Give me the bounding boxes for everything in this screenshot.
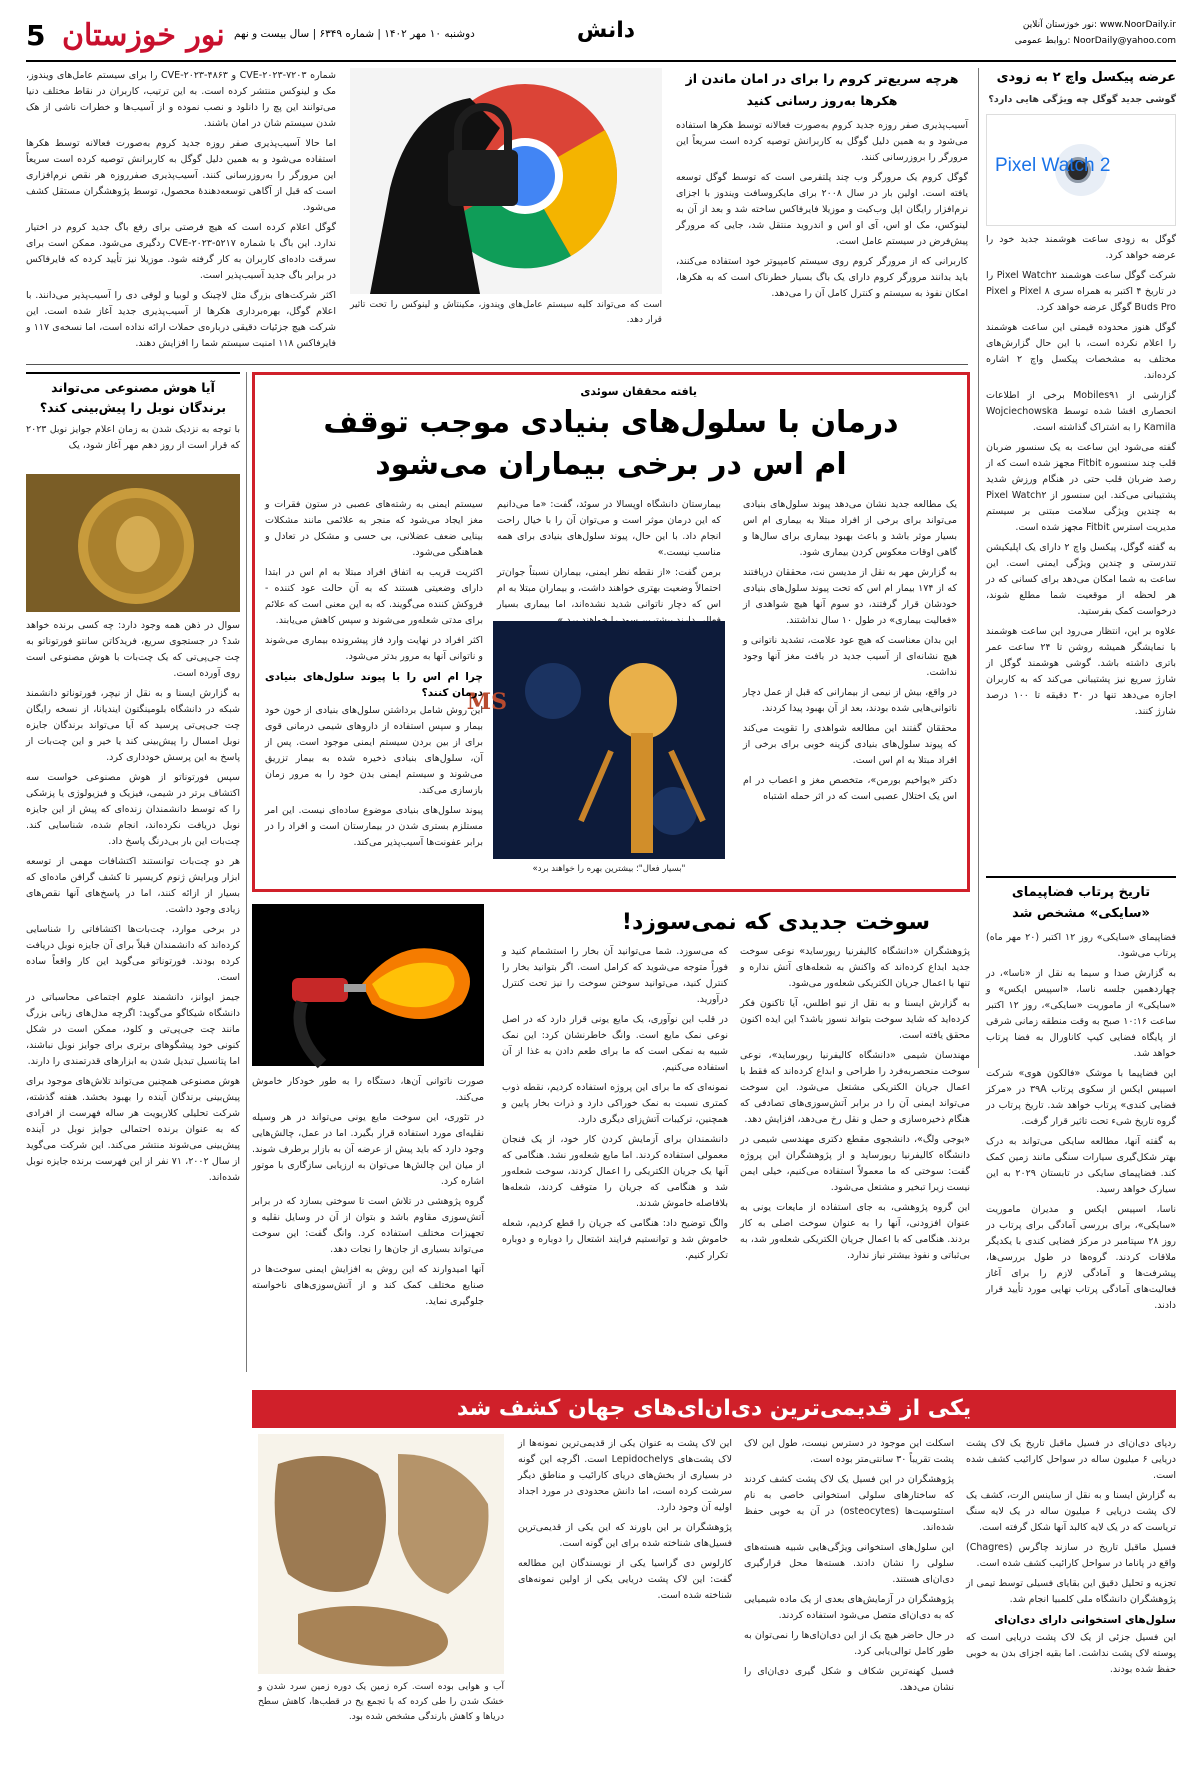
paragraph: در حال حاضر هیچ یک از این دی‌ان‌ای‌ها را نمی‌توان به طور کامل توالی‌یابی کرد. xyxy=(744,1630,954,1657)
satellite-body xyxy=(986,930,1176,1350)
paragraph: سیستم ایمنی به رشته‌های عصبی در ستون فقرات و مغز ایجاد می‌شود که منجر به علائمی مانند مشکلات بینایی ضعف عضلانی، بی حسی و مشکل در تعادل و هماهنگی می‌شود. xyxy=(265,499,483,558)
chrome-title: هرچه سریع‌تر کروم را برای در امان ماندن از هکرها به‌روز رسانی کنید xyxy=(685,71,959,108)
pixel-watch-image xyxy=(986,114,1176,226)
paragraph: گوگل اعلام کرده است که هیچ فرصتی برای رفع باگ جدید کروم در اختیار ندارد. این باگ با شماره ۵۲۱۷-۲۰۲۳-CVE ردگیری می‌شود. ممکن است برای سرقت داده‌ای کاربران به کار گرفته شود. موزیلا نیز تأیید کرده که فایرفاکس در برابر باگ جدید آسیب‌پذیر است. xyxy=(26,222,337,281)
nobel-article xyxy=(26,372,240,1372)
site-line-2[interactable]: روابط عمومی: NoorDaily@yahoo.com xyxy=(1014,36,1176,46)
fuel-image xyxy=(252,904,484,1066)
fuel-col-2 xyxy=(502,944,728,1380)
paragraph: پژوهشگران بر این باورند که این یکی از قدیمی‌ترین فسیل‌های شناخته شده برای این گونه است. xyxy=(518,1522,732,1549)
pixel-watch-subtitle: گوشی جدید گوگل چه ویژگی هایی دارد؟ xyxy=(988,94,1176,105)
satellite-article xyxy=(986,876,1176,1356)
paragraph: ناسا، اسپیس ایکس و مدیران ماموریت «سایکی»، برای بررسی آمادگی برای پرتاب در روز ۲۸ سپتامبر در مرکز فضایی کندی با یکدیگر ملاقات کردند. گروه‌ها در طول بررسی‌ها، پیشرفت‌ها و آمادگی لازم را برای آغاز فعالیت‌های آمادگی پرتاب نهایی مورد تأیید قرار دادند. xyxy=(986,1204,1176,1311)
stemcell-kicker: یافته محققان سوئدی xyxy=(580,385,697,398)
paragraph: هوش مصنوعی همچنین می‌تواند تلاش‌های موجود برای پیش‌بینی برندگان آینده را بهبود بخشد. هفته گذشته، شرکت تحلیلی کلاریویت هر ساله فهرست از افرادی که به عنوان برنده احتمالی جوایز نوبل در آینده پیش‌بینی می‌شوند منتشر می‌کند. این شرکت می‌گوید از سال ۲۰۰۲، ۷۱ نفر از این فهرست برنده جایزه نوبل شده‌اند. xyxy=(26,1076,240,1183)
svg-text:MS: MS xyxy=(466,689,507,715)
paragraph: در واقع، بیش از نیمی از بیمارانی که قبل از عمل دچار ناتوانی‌هایی شده بودند، بعد از آن بهبود پیدا کردند. xyxy=(743,687,957,714)
fossil-caption: آب و هوایی بوده است. کره زمین یک دوره زمین سرد شدن و خشک شدن را طی کرده که با تجمع یخ در قطب‌ها، کاهش سطح دریاها و کاهش بارندگی مشخص شده بود. xyxy=(258,1682,504,1722)
paragraph: برمن گفت: «از نقطه نظر ایمنی، بیماران نسبتاً جوان‌تر احتمالاً وضعیت بهتری خواهند داشت، و بیماران مبتلا به ام اس که دچار ناتوانی شدید نشده‌اند، اما بیماری بسیار xyxy=(497,567,721,610)
chrome-caption: است که می‌تواند کلیه سیستم عامل‌های ویندوز، مکینتاش و لینوکس را تحت تاثیر قرار دهد. xyxy=(350,300,662,325)
paragraph: این گروه پژوهشی، به جای استفاده از مایعات یونی به عنوان افزودنی، آنها را به عنوان سوخت اصلی به کار بردند. هنگامی که با اعمال جریان الکتریکی شعله‌ور شد، به بی‌ثباتی و نفوذ بیشتر نیاز ندارد. xyxy=(740,1202,970,1261)
paragraph: در قلب این نوآوری، یک مایع یونی قرار دارد که در اصل نوعی نمک مایع است. وانگ خاطرنشان کرد: این نمک شبیه به نمکی است که ما برای طعم دادن به غذا از آن استفاده می‌کنیم. xyxy=(502,1014,728,1073)
fossil-image xyxy=(258,1434,504,1674)
ms-image-caption: "بسیار فعال"؛ بیشترین بهره را خواهند برد» xyxy=(532,864,686,874)
paragraph: آسیب‌پذیری صفر روزه جدید کروم به‌صورت فعالانه توسط هکرها استفاده می‌شود و به همین دلیل گوگل به کاربرانش توصیه کرده است سریعاً این مرورگر را بروزرسانی کنند. xyxy=(676,120,968,163)
paragraph: به گفته گوگل، پیکسل واچ ۲ دارای یک اپلیکیشن تندرستی و چندین ویژگی ایمنی است. این ساعت به شما امکان می‌دهد برای کسانی که در هر لحظه از موقعیت شما مطلع شوند، درخواست کمک بفرستید. xyxy=(986,542,1177,617)
paragraph: این روش شامل برداشتن سلول‌های بنیادی از خون خود بیمار و سپس استفاده از داروهای شیمی درمانی قوی برای از بین بردن سیستم ایمنی موجود است. پس از آن، سلول‌های بنیادی ذخیره شده به بیمار تزریق می‌شوند و سیستم ایمنی بدن خود را به مرور زمان بازسازی می‌کند. xyxy=(265,705,483,796)
paragraph: جیمز ایوانز، دانشمند علوم اجتماعی محاسباتی در دانشگاه شیکاگو می‌گوید: اگرچه مدل‌های زبانی بزرگ مانند چت جی‌پی‌تی و کلود، ممکن است در شکل کنونی خود پیشگوهای برتری برای جوایز نوبل نباشند، اما پتانسیل تبدیل شدن به ابزارهای قدرتمندی را دارند. xyxy=(26,992,240,1067)
nobel-body xyxy=(26,618,240,1378)
paragraph: اکثریت قریب به اتفاق افراد مبتلا به ام اس در ابتدا دارای وضعیتی هستند که به آن حالت عود کننده - فروکش کننده می‌گویند. که به این معنی است که علائم برای مدتی شعله‌ور می‌شوند و سپس کاهش می‌یابند. xyxy=(265,567,483,626)
dna-col-3 xyxy=(518,1436,732,1766)
stemcell-title-line2: ام اس در برخی بیماران می‌شود xyxy=(375,447,847,482)
section-rule xyxy=(26,364,968,365)
paragraph: دانشمندان برای آزمایش کردن کار خود، از یک فنجان معمولی استفاده کردند. اما مایع شعله‌ور نشد. هنگامی که آنها یک جریان الکتریکی را اعمال کردند، سوخت شعله‌ور شد و هنگامی که جریان را متوقف کردند، شعله‌ها بلافاصله خاموش شدند. xyxy=(502,1134,728,1209)
paragraph: فضاپیمای «سایکی» روز ۱۲ اکتبر (۲۰ مهر ماه) پرتاب می‌شود. xyxy=(986,932,1176,959)
paragraph: سوال در ذهن همه وجود دارد: چه کسی برنده خواهد شد؟ در جستجوی سریع، فریدکاتن سانتو فورتوناتو به چت جی‌پی‌تی که یک چت‌بات با هوش مصنوعی است روی آورده است. xyxy=(26,620,240,679)
paragraph: گزارشی از Mobiles۹۱ برخی از اطلاعات انحصاری افشا شده توسط Wojciechowska Kamila را به اشتراک گذاشته است. xyxy=(986,390,1177,433)
paragraph: این بدان معناست که هیچ عود علامت، تشدید ناتوانی و هیچ نشانه‌ای از آسیب جدید در بافت مغز آنها وجود نداشت. xyxy=(743,635,957,678)
chrome-article xyxy=(26,68,968,358)
fuel-col-1 xyxy=(740,944,970,1380)
paragraph: مهندسان شیمی «دانشگاه کالیفرنیا ریورساید»، نوعی سوخت منحصربه‌فرد را طراحی و ابداع کرده‌اند که فقط با اعمال جریان الکتریکی مشتعل می‌شود. این سوخت می‌تواند ایمنی آن را در برابر آتش‌سوزی‌های تصادفی که هنگام ذخیره‌سازی و حمل و نقل رخ می‌دهد، افزایش دهد. xyxy=(740,1050,970,1125)
paragraph: والگ توضیح داد: هنگامی که جریان را قطع کردیم، شعله خاموش شد و توانستیم فرایند اشتعال را دوباره و دوباره تکرار کنیم. xyxy=(502,1218,728,1261)
paragraph: فسیل ماقبل تاریخ در سازند چاگرس (Chagres) واقع در پاناما در سواحل کارائیب کشف شده است. xyxy=(966,1542,1176,1569)
chrome-image xyxy=(350,68,662,294)
paragraph: به گزارش ایسنا و به نقل از نیو اطلس، آیا تاکنون فکر کرده‌اید که شاید سوخت بتواند نسوز باشد؟ این ایده اکنون محقق یافته است. xyxy=(740,998,970,1041)
masthead-rule xyxy=(26,60,1176,62)
paragraph: پژوهشگران در آزمایش‌های بعدی از یک ماده شیمیایی که به دی‌ان‌ای متصل می‌شود استفاده کردند. xyxy=(744,1594,954,1621)
paragraph: شرکت گوگل ساعت هوشمند Pixel Watch۲ را در تاریخ ۴ اکتبر به همراه سری Pixel ۸ و Pixel Buds Pro گوگل عرضه خواهد کرد. xyxy=(986,270,1176,313)
paragraph: در تئوری، این سوخت مایع یونی می‌تواند در هر وسیله نقلیه‌ای مورد استفاده قرار بگیرد. اما در عمل، چالش‌هایی وجود دارد که باید پیش از عرضه آن به بازار برطرف شوند. از میان این چالش‌ها می‌توان به ارزیابی سازگاری با موتور اشاره کرد. xyxy=(252,1112,484,1187)
masthead xyxy=(26,14,1176,60)
satellite-title: تاریخ پرتاب فضاپیمای «سایکی» مشخص شد xyxy=(986,876,1176,924)
paragraph: گروه پژوهشی در تلاش است تا سوختی بسازد که در برابر آتش‌سوزی مقاوم باشد و بتوان از آن در وسایل نقلیه و تجهیزات مختلف استفاده کرد. وانگ گفت: این سوخت می‌تواند بسیاری از جان‌ها را نجات دهد. xyxy=(252,1196,484,1255)
ms-image xyxy=(466,621,725,859)
pixel-watch-body xyxy=(986,232,1176,832)
paragraph: کاربرانی که از مرورگر کروم روی سیستم کامپیوتر خود استفاده می‌کنند، باید بدانند مرورگر کروم دارای یک باگ بسیار خطرناک است که به هکرها، امکان نفوذ به سیستم و کنترل کامل آن را می‌دهد. xyxy=(676,256,968,299)
stemcell-title-line1: درمان با سلول‌های بنیادی موجب توقف xyxy=(323,405,899,440)
chrome-left-column xyxy=(26,68,336,358)
date-line: دوشنبه ۱۰ مهر ۱۴۰۲ | شماره ۶۳۴۹ | سال بیست و نهم xyxy=(234,28,475,40)
paragraph: پژوهشگران در این فسیل یک لاک پشت کشف کردند که ساختارهای سلولی استخوانی خاصی به نام استئوسیت‌ها (osteocytes) در آن به خوبی حفظ شده‌اند. xyxy=(744,1474,954,1533)
stemcell-col-mid-top xyxy=(497,497,721,617)
paragraph: ردپای دی‌ان‌ای در فسیل ماقبل تاریخ یک لاک پشت دریایی ۶ میلیون ساله در سواحل کارائیب کشف شده است. xyxy=(966,1438,1176,1481)
paragraph: به گزارش ایسنا و به نقل از ساینس الرت، کشف یک لاک پشت دریایی ۶ میلیون ساله در یک لایه سنگ تریاست که در یک لایه کالبد آنها شکل گرفته است. xyxy=(966,1490,1176,1533)
paragraph: صورت ناتوانی آن‌ها، دستگاه را به طور خودکار خاموش می‌کند. xyxy=(252,1076,484,1103)
dna-col-2 xyxy=(744,1436,954,1766)
paragraph: در برخی موارد، چت‌بات‌ها اکتشافاتی را شناسایی کرده‌اند که دانشمندان قبلاً برای آن جایزه نوبل دریافت کرده بودند. فورتوناتو می‌گوید این کار واقعاً ساده است. xyxy=(26,924,240,983)
chrome-body xyxy=(676,118,968,354)
paragraph: اکثر شرکت‌های بزرگ مثل لاچینک و لوبیا و لوفی دی را آسیب‌پذیر می‌دانند. با اعلام گوگل، بهره‌برداری هکرها از آسیب‌پذیری جدید آغاز شده است. این شرکت هیچ جزئیات دقیقی درباره‌ی حملات ارائه نداده است، اما نسخه‌ی ۱۱۷ و فایرفاکس ۱۱۸ امنیت سیستم شما را افزایش دهند. xyxy=(26,290,337,349)
section-title: دانش xyxy=(576,18,636,43)
paragraph: این فسیل جزئی از یک لاک پشت دریایی است که پوسته لاک پشت نداشت. اما بقیه اجزای بدن به خوبی حفظ شده بودند. xyxy=(966,1632,1176,1675)
fuel-title: سوخت جدیدی که نمی‌سوزد! xyxy=(621,910,930,935)
column-divider xyxy=(978,68,979,1068)
paragraph: تجزیه و تحلیل دقیق این بقایای فسیلی توسط تیمی از پژوهشگران دانشگاه ملی کلمبیا انجام شد. xyxy=(966,1578,1176,1605)
dna-title-banner xyxy=(252,1390,1176,1428)
paragraph: پژوهشگران «دانشگاه کالیفرنیا ریورساید» نوعی سوخت جدید ابداع کرده‌اند که واکنش به شعله‌های آتش نداره و تنها با اعمال جریان الکتریکی شعله‌ور می‌شود. xyxy=(740,946,970,989)
stemcell-article xyxy=(252,372,970,892)
paragraph: دکتر «یواخیم بورمن»، متخصص مغز و اعصاب در ام اس یک اختلال عصبی است که در اثر حمله اشتباه xyxy=(743,775,957,802)
paragraph: سپس فورتوناتو از هوش مصنوعی خواست سه اکتشاف برتر در شیمی، فیزیک و فیزیولوژی یا پزشکی را که توسط دانشمندان زنده‌ای که پیش از این جایزه نوبل دریافت نکرده‌اند، انجام شده، شناسایی کند. چت‌بات این بار بی‌درنگ پاسخ داد. xyxy=(26,772,240,847)
paragraph: هر دو چت‌بات توانستند اکتشافات مهمی از توسعه ابزار ویرایش ژنوم کریسپر تا کشف گرافن ماده‌ای که بسیار از ازائه کنند، اما در پاسخ‌های آنها نقص‌های زیادی وجود داشت. xyxy=(26,856,240,915)
stemcell-col-left xyxy=(265,497,483,889)
paragraph: «یوجی ولگ»، دانشجوی مقطع دکتری مهندسی شیمی در دانشگاه کالیفرنیا ریورساید و از پژوهشگران این پروژه گفت: سوختی که ما معمولاً استفاده می‌کنیم، خیلی ایمن نیست زیرا تبخیر و مشتعل می‌شود. xyxy=(740,1134,970,1193)
paragraph: اکثر افراد در نهایت وارد فاز پیشرونده بیماری می‌شوند و ناتوانی آنها به مرور بدتر می‌شود. xyxy=(265,635,483,662)
paragraph: این لاک پشت به عنوان یکی از قدیمی‌ترین نمونه‌ها از لاک پشت‌های Lepidochelys است. اگرچه این گونه در بسیاری از بخش‌های دریای کارائیب و مناطق دیگر سرشت کرده است، اما دانش محدودی در مورد اجداد اولیه آن وجود دارد. xyxy=(518,1438,732,1513)
paragraph: محققان گفتند این مطالعه شواهدی را تقویت می‌کند که پیوند سلول‌های بنیادی گزینه خوبی برای برخی از افراد مبتلا به ام اس است. xyxy=(743,723,957,766)
paragraph: به گفته آنها، مطالعه سایکی می‌تواند به درک بهتر شکل‌گیری سیارات سنگی مانند زمین کمک کند. فضاپیمای سایکی در تابستان ۲۰۲۹ به این سیارک خواهد رسید. xyxy=(986,1136,1176,1195)
dna-col-1 xyxy=(966,1436,1176,1766)
paragraph: یک مطالعه جدید نشان می‌دهد پیوند سلول‌های بنیادی می‌تواند برای برخی از افراد مبتلا به بیماری ام اس بسیار موثر باشد و باعث بهبود بیماری برای سال‌ها و گاهی اوقات معکوس کردن بیماری شود. xyxy=(743,499,957,558)
paragraph: پیوند سلول‌های بنیادی موضوع ساده‌ای نیست. این امر مستلزم بستری شدن در بیمارستان است و افراد را در برابر عفونت‌ها آسیب‌پذیر می‌کند. xyxy=(265,805,483,848)
newspaper-logo: نور خوزستان xyxy=(62,18,225,53)
paragraph: این فضاپیما با موشک «فالکون هوی» شرکت اسپیس ایکس از سکوی پرتاب ۳۹A در «مرکز فضایی کندی» پرتاب خواهد شد. تاریخ پرتاب در گروه تاریخ شیء تحت تاثیر قرار گرفت. xyxy=(986,1068,1176,1127)
dna-article xyxy=(252,1390,1176,1770)
dna-subhead: سلول‌های استخوانی دارای دی‌ان‌ای xyxy=(994,1614,1176,1626)
paragraph: به گزارش ایسنا و به نقل از نیچر، فورتوناتو دانشمند شبکه در دانشگاه بلومینگتون ایندیانا، از نسخه رایگان چت جی‌پی‌تی پرسید که آیا می‌تواند برندگان جایزه نوبل امسال را پیش‌بینی کند یا خیر و این چت‌بات از پاسخ به این پرسش خودداری کرد. xyxy=(26,688,240,763)
paragraph: گفته می‌شود این ساعت به یک سنسور ضربان قلب چند سنسوره Fitbit مجهز شده است که از رصد ضربان قلب حتی در هنگام ورزش شدید پشتیبانی می‌کند. این سنسور از Pixel Watch۲ به چندین ویژگی سلامت مبتنی بر سیستم مدیریت استرس Fitbit مجهز شده است. xyxy=(986,442,1177,533)
paragraph: به گزارش مهر به نقل از مدیسن نت، محققان دریافتند که از ۱۷۴ بیمار ام اس که تحت پیوند سلول‌های بنیادی خودشان قرار گرفتند، دو سوم آنها هیچ شواهدی از «فعالیت بیماری» در طول ۱۰ سال نداشتند. xyxy=(743,567,957,626)
stemcell-col-right xyxy=(743,497,957,889)
paragraph: فسیل کهنه‌ترین شکاف و شکل گیری دی‌ان‌ای را نشان می‌دهد. xyxy=(744,1666,954,1693)
fuel-col-3 xyxy=(252,1074,484,1380)
nobel-medal-image xyxy=(26,474,240,612)
paragraph: اسکلت این موجود در دسترس نیست، طول این لاک پشت تقریباً ۳۰ سانتی‌متر بوده است. xyxy=(744,1438,954,1465)
paragraph: اما حالا آسیب‌پذیری صفر روزه جدید کروم به‌صورت فعالانه توسط هکرها استفاده می‌شود و به همین دلیل گوگل به کاربرانش توصیه کرده است سریعاً این مرورگر را به‌روزرسانی کنند. آسیب‌پذیری صفرروزه هر نقص نرم‌افزاری است که قبل از آگاهی توسعه‌دهندهٔ محصول، توسط پژوهشگران مستقل کشف می‌شود. xyxy=(26,138,336,213)
nobel-lead: با توجه به نزدیک شدن به زمان اعلام جوایز نوبل ۲۰۲۳ که قرار است از روز دهم مهر آغاز شود، یک xyxy=(26,424,240,451)
paragraph: به گزارش صدا و سیما به نقل از «ناسا»، در چهاردهمین جلسه ناسا، «اسپیس ایکس» و «سایکی» از ماموریت «سایکی»، روز ۱۲ اکتبر ساعت ۱۰:۱۶ صبح به وقت منطقه زمانی شرقی از پایگاه فضایی کیپ کاناورال به فضا پرتاب خواهد شد. xyxy=(986,968,1177,1059)
fuel-article xyxy=(252,904,970,1384)
nobel-title: آیا هوش مصنوعی می‌تواند برندگان نوبل را پیش‌بینی کند؟ xyxy=(26,372,240,418)
paragraph: علاوه بر این، انتظار می‌رود این ساعت هوشمند با نمایشگر همیشه روشن تا ۲۴ ساعت عمر باتری داشته باشد. گوشی هوشمند گوگل از شارژ سریع نیز پشتیبانی می‌کند که به کاربران اجازه می‌دهد تنها در ۳۰ دقیقه تا ۱۰۰ درصد شارژ کنند. xyxy=(986,626,1176,717)
column-divider xyxy=(246,372,247,1372)
dna-title: یکی از قدیمی‌ترین دی‌ان‌ای‌های جهان کشف شد xyxy=(456,1396,972,1421)
pixel-watch-logo-text: Pixel Watch 2 xyxy=(995,155,1111,176)
paragraph: آنها امیدوارند که این روش به افزایش ایمنی سوخت‌ها در صنایع مختلف کمک کند و از آتش‌سوزی‌های ناخواسته جلوگیری نماید. xyxy=(252,1264,484,1307)
paragraph: کارلوس دی گراسیا یکی از نویسندگان این مطالعه گفت: این لاک پشت دریایی یکی از اولین نمونه‌های شناخته شده است. xyxy=(518,1558,732,1601)
paragraph: شماره ۷۲۰۳-۲۰۲۳-CVE و ۴۸۶۳-۲۰۲۳-CVE را برای سیستم عامل‌های ویندوز، مک و لینوکس منتشر کرده است. به این ترتیب، کاربران در نقاط مختلف دنیا می‌توانند این پچ را دانلود و نصب نموده و از آسیب‌ها و خطرات ناشی از هک شدن سیستم شان در امان باشند. xyxy=(26,70,336,129)
paragraph: که می‌سوزد. شما می‌توانید آن بخار را استشمام کنید و فوراً متوجه می‌شوید که کرامل است. اگر بتوانید بخار را کنترل کنید، می‌توانید سوختن سوخت را نیز تحت کنترل درآورید. xyxy=(502,946,728,1005)
paragraph: گوگل کروم یک مرورگر وب چند پلتفرمی است که توسط گوگل توسعه یافته است. اولین بار در سال ۲۰۰۸ برای مایکروسافت ویندوز با اجزای نرم‌افزار رایگان اپل وب‌کیت و موزیلا فایرفاکس ساخته شد و بعد از آن به لینوکس، مک او اس، آی او اس و اندروید منتقل شد، جایی که مرورگر پیش‌فرض در سیستم عامل است. xyxy=(676,172,968,247)
paragraph: نمونه‌ای که ما برای این پروژه استفاده کردیم، نقطه ذوب کمتری نسبت به نمک خوراکی دارد و ذرات بخار پایین و همچنین، ترکیبات آتش‌زای دیگری دارد. xyxy=(502,1082,728,1125)
paragraph: گوگل به زودی ساعت هوشمند جدید خود را عرضه خواهد کرد. xyxy=(986,234,1176,261)
paragraph: این سلول‌های استخوانی ویژگی‌هایی شبیه هسته‌های سلولی را نشان دادند. هسته‌ها محل قرارگیری دی‌ان‌ای هستند. xyxy=(744,1542,954,1585)
stemcell-subhead: چرا ام اس را با پیوند سلول‌های بنیادی درمان کنند؟ xyxy=(265,671,483,699)
paragraph: بیمارستان دانشگاه اوپسالا در سوئد، گفت: «ما می‌دانیم که این درمان موثر است و می‌توان آن را با خیال راحت انجام داد. با این حال، پیوند سلول‌های بنیادی برای همه مناسب نیست.» xyxy=(497,499,721,558)
pixel-watch-title: عرضه پیکسل واچ ۲ به زودی xyxy=(996,70,1176,85)
site-line-1[interactable]: نور خوزستان آنلاین: www.NoorDaily.ir xyxy=(1022,20,1176,30)
page-number: 5 xyxy=(26,19,46,52)
paragraph: گوگل هنوز محدوده قیمتی این ساعت هوشمند را اعلام نکرده است، با این حال گزارش‌های مختلف به مشخصات پیکسل واچ ۲ اشاره کرده‌اند. xyxy=(986,322,1176,381)
